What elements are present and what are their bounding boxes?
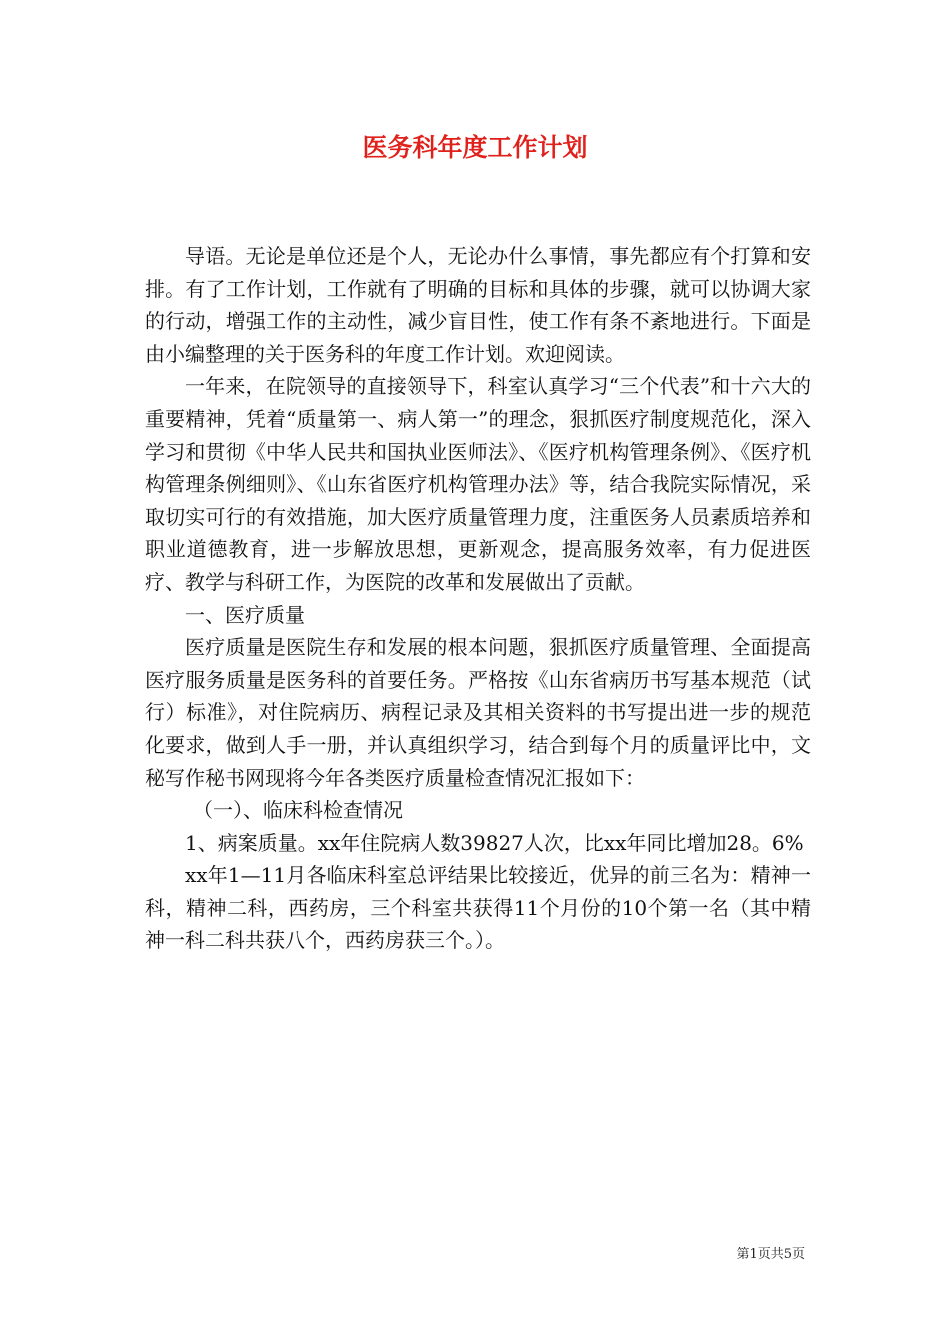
medical-quality-paragraph: 医疗质量是医院生存和发展的根本问题，狠抓医疗质量管理、全面提高医疗服务质量是医务科的首要任务。严格按《山东省病历书写基本规范（试行）标准》，对住院病历、病程记录及其相关资料的书写提出进一步的规范化要求，做到人手一册，并认真组织学习，结合到每个月的质量评比中，文秘写作秘书网现将今年各类医疗质量检查情况汇报如下： [145,635,811,790]
summary-paragraph: 一年来，在院领导的直接领导下，科室认真学习“三个代表”和十六大的重要精神，凭着“质量第一、病人第一”的理念，狠抓医疗制度规范化，深入学习和贯彻《中华人民共和国执业医师法》、《医疗机构管理条例》、《医疗机构管理条例细则》、《山东省医疗机构管理办法》等，结合我院实际情况，采取切实可行的有效措施，加大医疗质量管理力度，注重医务人员素质培养和职业道德教育，进一步解放思想，更新观念，提高服务效率，有力促进医疗、教学与科研工作，为医院的改革和发展做出了贡献。 [145,374,811,594]
document-body [145,240,811,957]
department-ranking-paragraph: xx年1—11月各临床科室总评结果比较接近，优异的前三名为：精神一科，精神二科，西药房，三个科室共获得11个月份的10个第一名（其中精神一科二科共获八个，西药房获三个。）。 [145,863,811,953]
case-quality-paragraph: 1、病案质量。xx年住院病人数39827人次，比xx年同比增加28。6% [185,830,804,855]
page-number-footer: 第1页共5页 [736,1247,805,1262]
subsection-heading-clinical-check: （一）、临床科检查情况 [193,798,403,823]
page-title: 医务科年度工作计划 [362,133,588,162]
intro-paragraph: 导语。无论是单位还是个人，无论办什么事情，事先都应有个打算和安排。有了工作计划，工作就有了明确的目标和具体的步骤，就可以协调大家的行动，增强工作的主动性，减少盲目性，使工作有条不紊地进行。下面是由小编整理的关于医务科的年度工作计划。欢迎阅读。 [145,244,811,366]
section-heading-medical-quality: 一、医疗质量 [185,602,305,627]
